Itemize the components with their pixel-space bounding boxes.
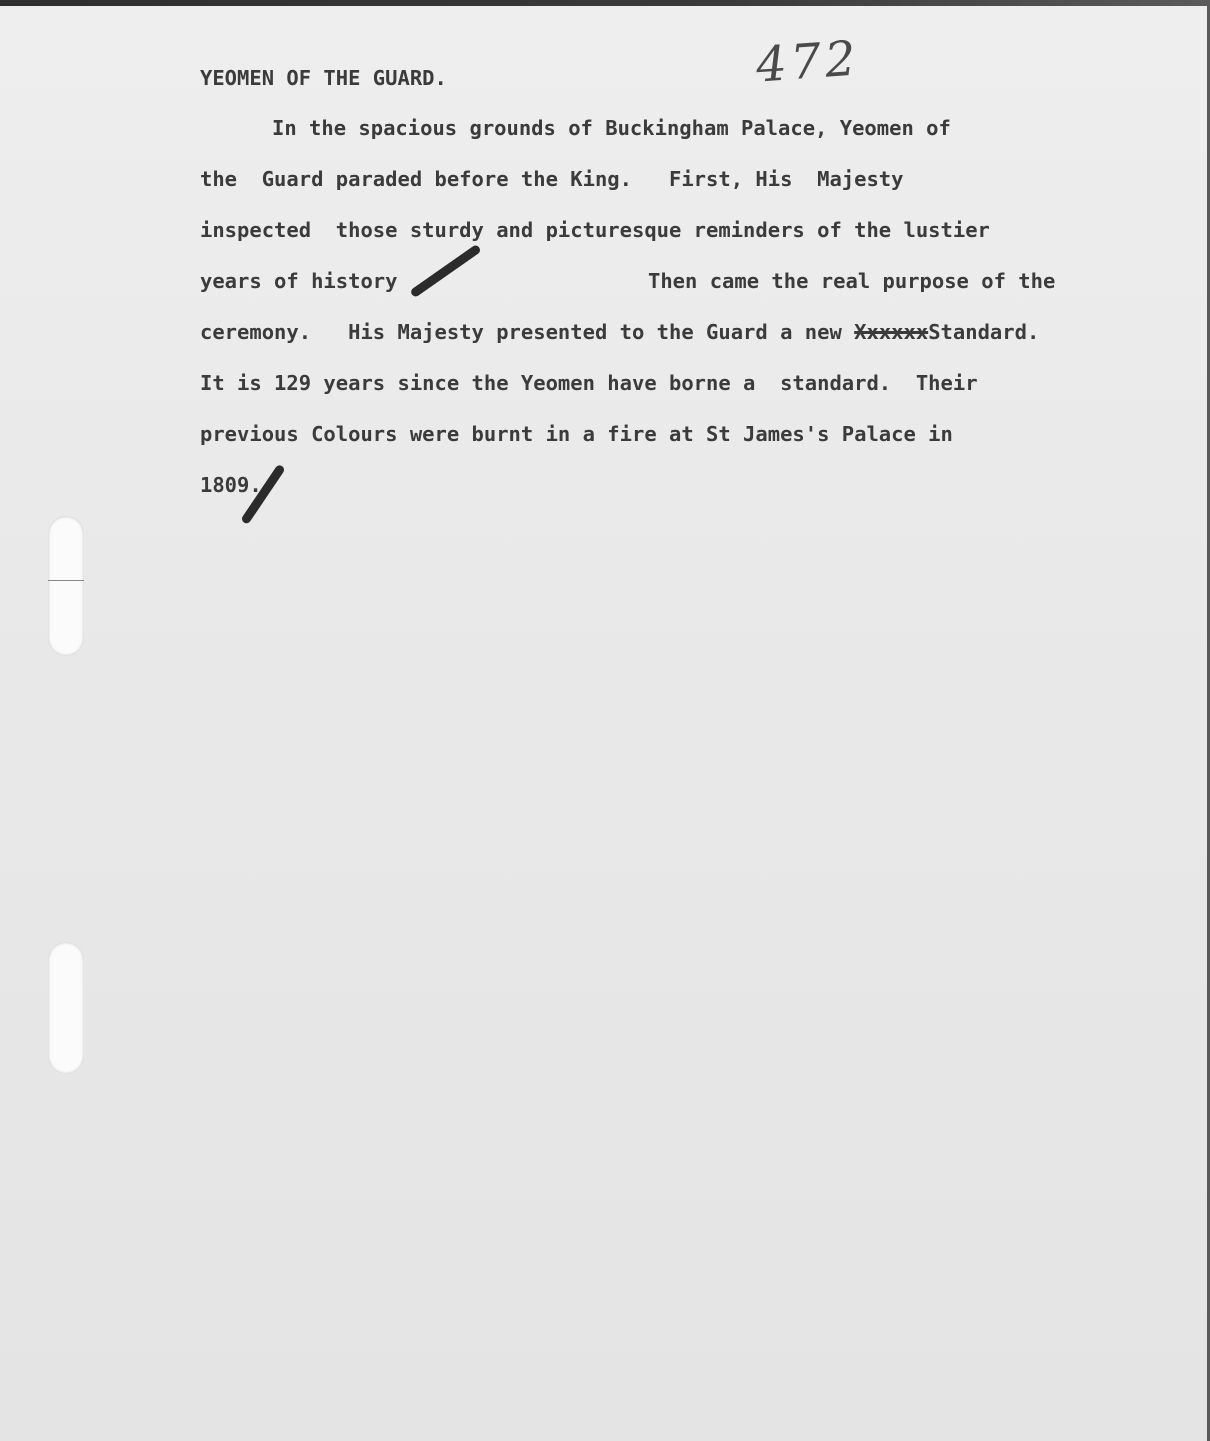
text-line-4: [200, 269, 1056, 293]
handwritten-folio-number: 472: [754, 30, 862, 94]
punch-hole-lower: [48, 942, 84, 1074]
text-line-4-end: Then came the real purpose of the: [648, 269, 1056, 293]
punch-hole-upper: [48, 516, 84, 656]
text-line-1: In the spacious grounds of Buckingham Palace, Yeomen of: [272, 116, 951, 140]
text-line-6: It is 129 years since the Yeomen have borne a standard. Their: [200, 371, 978, 395]
text-line-5: [200, 320, 1039, 344]
text-line-5-end: Standard.: [928, 320, 1040, 344]
text-line-5-start: ceremony. His Majesty presented to the Guard a new: [200, 320, 855, 344]
text-line-3: inspected those sturdy and picturesque reminders of the lustier: [200, 218, 990, 242]
struck-word: Xxxxxx: [854, 320, 929, 344]
text-line-7: previous Colours were burnt in a fire at St James's Palace in: [200, 422, 953, 446]
text-line-2: the Guard paraded before the King. First, His Majesty: [200, 167, 904, 191]
punch-hole-tick: [48, 580, 84, 581]
page-top-edge: [0, 0, 1210, 6]
pencil-slash-mark-1: [409, 244, 481, 298]
document-heading: YEOMEN OF THE GUARD.: [200, 66, 447, 90]
text-line-8: 1809.: [200, 473, 262, 497]
text-line-4-start: years of history: [200, 269, 398, 293]
